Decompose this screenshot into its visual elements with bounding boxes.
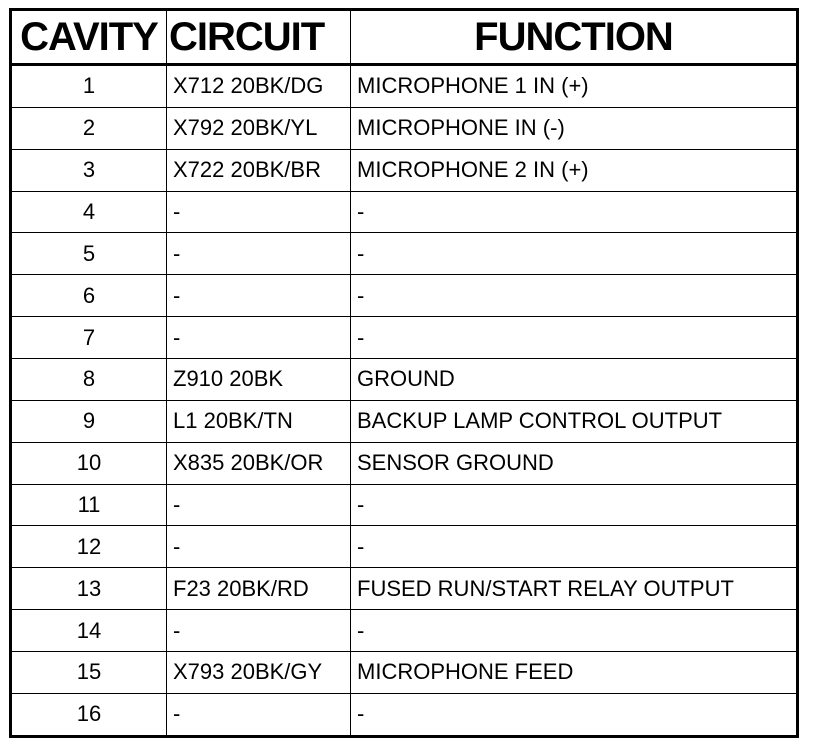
connector-pinout-table-wrapper — [9, 8, 799, 738]
function-cell: GROUND — [351, 359, 798, 401]
cavity-cell: 7 — [11, 317, 167, 359]
circuit-cell: Z910 20BK — [167, 359, 351, 401]
cavity-cell: 14 — [11, 610, 167, 652]
table-row — [11, 317, 798, 359]
cavity-cell: 12 — [11, 526, 167, 568]
cavity-cell: 4 — [11, 191, 167, 233]
table-row — [11, 65, 798, 108]
table-row — [11, 610, 798, 652]
table-row — [11, 652, 798, 694]
cavity-cell: 13 — [11, 568, 167, 610]
cavity-cell: 2 — [11, 107, 167, 149]
table-row — [11, 526, 798, 568]
circuit-cell: - — [167, 191, 351, 233]
circuit-cell: - — [167, 610, 351, 652]
function-cell: FUSED RUN/START RELAY OUTPUT — [351, 568, 798, 610]
function-cell: MICROPHONE 2 IN (+) — [351, 149, 798, 191]
function-cell: - — [351, 233, 798, 275]
cavity-cell: 3 — [11, 149, 167, 191]
circuit-cell: - — [167, 484, 351, 526]
circuit-cell: X793 20BK/GY — [167, 652, 351, 694]
function-cell: SENSOR GROUND — [351, 442, 798, 484]
function-cell: - — [351, 610, 798, 652]
function-cell: - — [351, 191, 798, 233]
circuit-cell: L1 20BK/TN — [167, 400, 351, 442]
cavity-cell: 10 — [11, 442, 167, 484]
cavity-cell: 1 — [11, 65, 167, 108]
header-row — [11, 10, 798, 65]
cavity-cell: 11 — [11, 484, 167, 526]
function-cell: - — [351, 275, 798, 317]
circuit-cell: F23 20BK/RD — [167, 568, 351, 610]
table-row — [11, 400, 798, 442]
table-row — [11, 107, 798, 149]
circuit-cell: - — [167, 233, 351, 275]
table-row — [11, 233, 798, 275]
table-row — [11, 693, 798, 736]
circuit-cell: X835 20BK/OR — [167, 442, 351, 484]
table-row — [11, 359, 798, 401]
connector-pinout-table — [9, 8, 799, 738]
cavity-cell: 16 — [11, 693, 167, 736]
table-row — [11, 442, 798, 484]
table-row — [11, 568, 798, 610]
circuit-cell: X792 20BK/YL — [167, 107, 351, 149]
circuit-cell: - — [167, 693, 351, 736]
table-row — [11, 149, 798, 191]
function-cell: - — [351, 693, 798, 736]
table-row — [11, 191, 798, 233]
cavity-cell: 5 — [11, 233, 167, 275]
function-cell: MICROPHONE IN (-) — [351, 107, 798, 149]
circuit-cell: - — [167, 317, 351, 359]
header-circuit: CIRCUIT — [167, 10, 351, 65]
circuit-cell: - — [167, 275, 351, 317]
cavity-cell: 9 — [11, 400, 167, 442]
circuit-cell: X712 20BK/DG — [167, 65, 351, 108]
function-cell: MICROPHONE FEED — [351, 652, 798, 694]
circuit-cell: X722 20BK/BR — [167, 149, 351, 191]
function-cell: MICROPHONE 1 IN (+) — [351, 65, 798, 108]
header-cavity: CAVITY — [11, 10, 167, 65]
circuit-cell: - — [167, 526, 351, 568]
table-row — [11, 275, 798, 317]
function-cell: - — [351, 484, 798, 526]
table-row — [11, 484, 798, 526]
cavity-cell: 15 — [11, 652, 167, 694]
function-cell: - — [351, 317, 798, 359]
header-function: FUNCTION — [351, 10, 798, 65]
function-cell: - — [351, 526, 798, 568]
cavity-cell: 6 — [11, 275, 167, 317]
function-cell: BACKUP LAMP CONTROL OUTPUT — [351, 400, 798, 442]
cavity-cell: 8 — [11, 359, 167, 401]
